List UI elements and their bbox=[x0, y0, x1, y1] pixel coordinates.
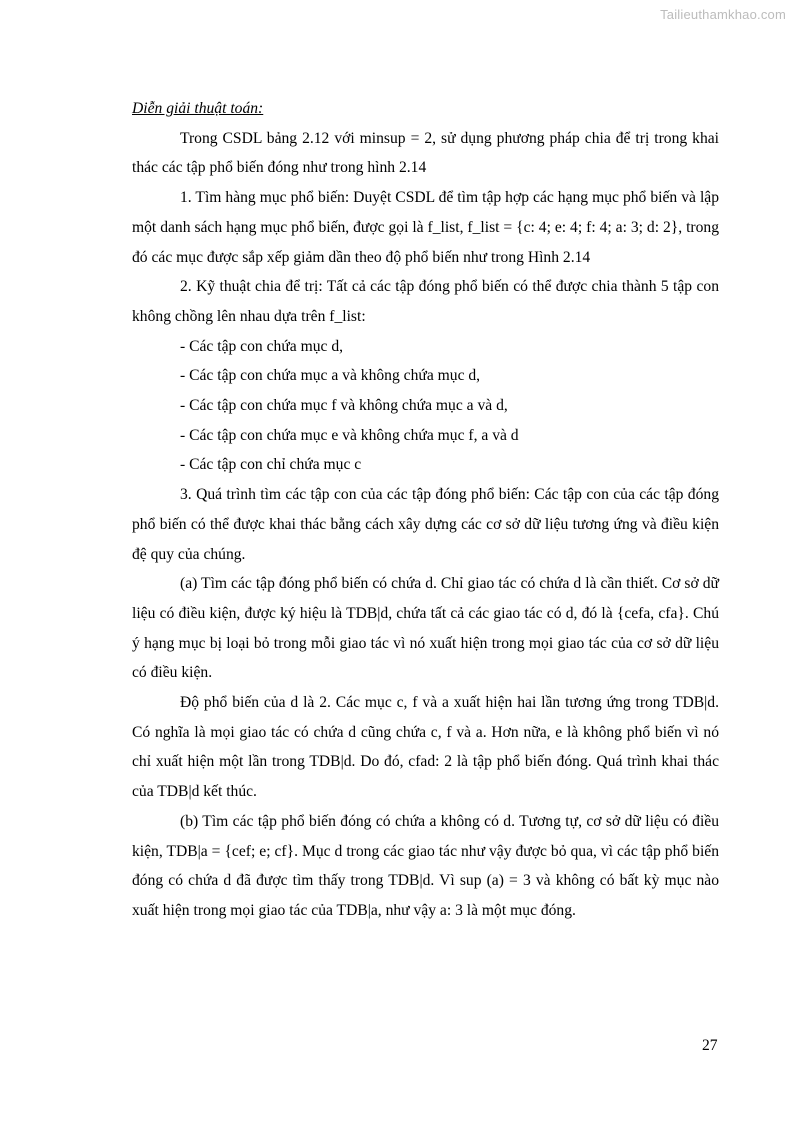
list-item: - Các tập con chỉ chứa mục c bbox=[180, 456, 362, 474]
paragraph-step-3b: (b) Tìm các tập phổ biến đóng có chứa a không có d. Tương tự, cơ sở dữ liệu có điều kiện, TDB|a = {cef; e; cf}. Mục d trong các giao tác như vậy được bỏ qua, vì các tập phổ biến đóng có chứa d đã được tìm thấy trong TDB|d. Vì sup (a) = 3 và không có bất kỳ mục nào xuất hiện trong mọi giao tác của TDB|a, như vậy a: 3 là một mục đóng. bbox=[132, 812, 719, 919]
document-body bbox=[132, 94, 719, 926]
section-heading: Diễn giải thuật toán: bbox=[132, 100, 264, 117]
watermark-text: Tailieuthamkhao.com bbox=[660, 7, 786, 22]
paragraph-step-2: 2. Kỹ thuật chia để trị: Tất cả các tập đóng phổ biến có thể được chia thành 5 tập con không chồng lên nhau dựa trên f_list: bbox=[132, 278, 719, 325]
page-number: 27 bbox=[702, 1037, 718, 1054]
list-item: - Các tập con chứa mục d, bbox=[180, 337, 344, 355]
list-item: - Các tập con chứa mục a và không chứa mục d, bbox=[180, 367, 481, 385]
paragraph-step-1: 1. Tìm hàng mục phổ biến: Duyệt CSDL để tìm tập hợp các hạng mục phổ biến và lập một danh sách hạng mục phổ biến, được gọi là f_list, f_list = {c: 4; e: 4; f: 4; a: 3; d: 2}, trong đó các mục được sắp xếp giảm dần theo độ phổ biến như trong Hình 2.14 bbox=[132, 189, 719, 266]
paragraph-support-d: Độ phổ biến của d là 2. Các mục c, f và a xuất hiện hai lần tương ứng trong TDB|d. Có nghĩa là mọi giao tác có chứa d cũng chứa c, f và a. Hơn nữa, e là không phổ biến vì nó chỉ xuất hiện một lần trong TDB|d. Do đó, cfad: 2 là tập phổ biến đóng. Quá trình khai thác của TDB|d kết thúc. bbox=[132, 694, 719, 801]
paragraph-intro: Trong CSDL bảng 2.12 với minsup = 2, sử dụng phương pháp chia để trị trong khai thác các tập phổ biến đóng như trong hình 2.14 bbox=[132, 129, 719, 177]
paragraph-step-3a: (a) Tìm các tập đóng phổ biến có chứa d. Chỉ giao tác có chứa d là cần thiết. Cơ sở dữ liệu có điều kiện, được ký hiệu là TDB|d, chứa tất cả các giao tác có d, đó là {cefa, cfa}. Chú ý hạng mục bị loại bỏ trong mỗi giao tác vì nó xuất hiện trong mọi giao tác của cơ sở dữ liệu có điều kiện. bbox=[132, 575, 719, 682]
paragraph-step-3: 3. Quá trình tìm các tập con của các tập đóng phổ biến: Các tập con của các tập đóng phổ biến có thể được khai thác bằng cách xây dựng các cơ sở dữ liệu tương ứng và điều kiện đệ quy của chúng. bbox=[132, 486, 719, 563]
list-item: - Các tập con chứa mục e và không chứa mục f, a và d bbox=[180, 426, 519, 444]
list-item: - Các tập con chứa mục f và không chứa mục a và d, bbox=[180, 397, 508, 415]
